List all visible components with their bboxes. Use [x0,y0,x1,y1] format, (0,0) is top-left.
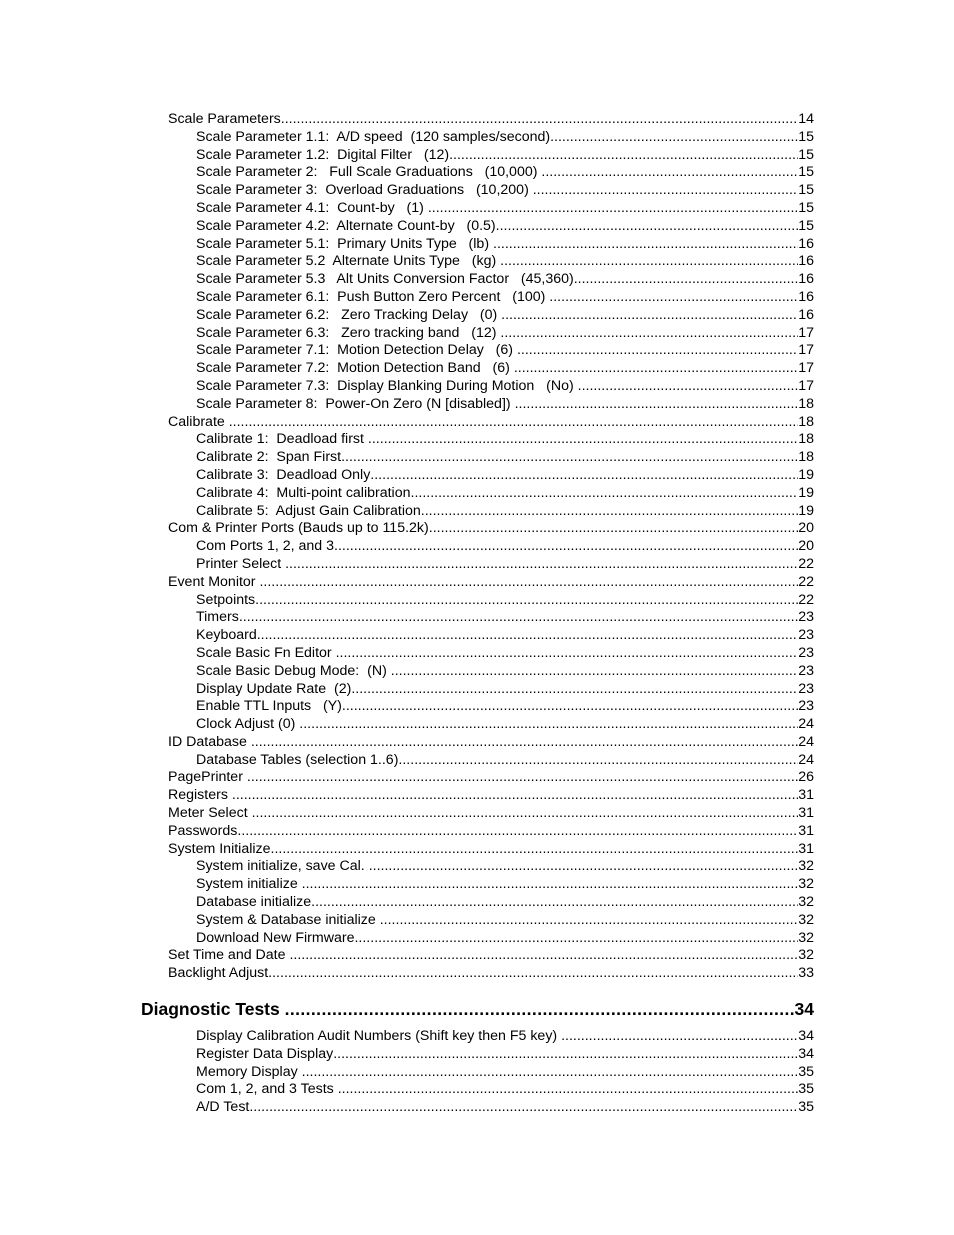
toc-entry-label: Calibrate 4: Multi-point calibration. [196,484,415,501]
toc-page-number: 23 [798,698,814,715]
toc-page-number: 33 [798,965,814,982]
toc-entry-label: Registers [168,787,232,804]
toc-entry-label: ID Database [168,733,251,750]
toc-entry[interactable] [168,947,814,965]
toc-entry-label: Set Time and Date [168,947,290,964]
toc-page-number: 32 [798,858,814,875]
toc-page-number: 22 [798,573,814,590]
toc-dot-leader [281,111,798,129]
toc-page-number: 15 [798,217,814,234]
toc-page-number: 18 [798,431,814,448]
toc-page-number: 31 [798,805,814,822]
toc-entry[interactable] [196,325,814,343]
toc-dot-leader [285,556,798,574]
toc-dot-leader [252,805,799,823]
toc-dot-leader [302,876,799,894]
toc-entry[interactable] [196,182,814,200]
toc-entry-label: Scale Basic Fn Editor [196,644,336,661]
toc-dot-leader [239,609,798,627]
toc-entry-label: Keyboard [196,627,257,644]
toc-dot-leader [289,947,798,965]
toc-dot-leader [391,663,798,681]
toc-entry-label: Scale Parameter 5.1: Primary Units Type (lb) [196,235,493,252]
toc-dot-leader [255,592,798,610]
toc-dot-leader [429,520,798,538]
toc-entry[interactable] [196,1099,814,1117]
toc-page-number: 15 [798,128,814,145]
toc-entry[interactable] [196,1081,814,1099]
toc-page-number: 23 [798,680,814,697]
toc-page-number: 18 [798,395,814,412]
toc-dot-leader [515,396,799,414]
toc-page-number: 26 [798,769,814,786]
toc-dot-leader [500,325,798,343]
toc-page-number: 34 [798,1028,814,1045]
toc-dot-leader [428,200,798,218]
toc-entry-label: Download New Firmware [196,929,355,946]
toc-entry[interactable] [196,467,814,485]
toc-dot-leader [500,253,798,271]
toc-page-number: 24 [798,733,814,750]
toc-entry[interactable] [168,734,814,752]
toc-entry-label: Register Data Display [196,1045,334,1062]
toc-dot-leader [336,645,799,663]
toc-page-number: 16 [798,271,814,288]
toc-dot-leader [285,999,795,1019]
toc-dot-leader [578,378,799,396]
toc-dot-leader [501,307,798,325]
toc-entry-label: Scale Parameter 6.2: Zero Tracking Delay (0) [196,306,502,323]
toc-entry-label: System Initialize [168,840,271,857]
toc-entry-label: Com & Printer Ports (Bauds up to 115.2k) [168,520,429,537]
toc-entry[interactable] [196,663,814,681]
toc-entry[interactable] [196,431,814,449]
toc-entry[interactable] [196,449,814,467]
toc-dot-leader [268,965,798,983]
toc-entry[interactable] [196,485,814,503]
toc-entry[interactable] [196,627,814,645]
toc-page-number: 35 [798,1081,814,1098]
toc-page-number: 16 [798,253,814,270]
toc-dot-leader [232,787,798,805]
toc-entry-label: Scale Parameter 7.1: Motion Detection Delay (6) [196,342,517,359]
toc-page-number: 23 [798,662,814,679]
toc-entry-label: System initialize, save Cal. [196,858,369,875]
toc-dot-leader [421,503,798,521]
toc-entry-label: Timers [196,609,239,626]
toc-entry-label: Display Update Rate (2) [196,680,352,697]
toc-page-number: 31 [798,840,814,857]
toc-entry-label: Scale Parameter 1.2: Digital Filter (12) [196,146,450,163]
toc-entry[interactable] [168,574,814,592]
toc-page-number: 34 [794,999,814,1020]
toc-dot-leader [342,698,798,716]
toc-dot-leader [237,823,798,841]
toc-dot-leader [561,1028,798,1046]
toc-dot-leader [449,147,798,165]
toc-page-number: 23 [798,644,814,661]
toc-dot-leader [351,681,798,699]
toc-page-number: 17 [798,324,814,341]
toc-dot-leader [541,164,798,182]
toc-entry[interactable] [196,698,814,716]
toc-entry[interactable] [196,716,814,734]
toc-entry-label: Scale Parameter 4.2: Alternate Count-by (0.5) [196,217,496,234]
toc-entry-label: Database initialize [196,894,312,911]
toc-page-number: 32 [798,894,814,911]
toc-page-number: 32 [798,876,814,893]
toc-entry-label: Com 1, 2, and 3 Tests [196,1081,338,1098]
toc-dot-leader [257,627,798,645]
toc-entry-label: Scale Parameter 5.2 Alternate Units Type (kg) [196,253,501,270]
toc-entry[interactable] [168,520,814,538]
toc-entry[interactable] [196,271,814,289]
toc-page-number: 15 [798,146,814,163]
toc-entry-label: Calibrate 3: Deadload Only [196,466,371,483]
toc-entry-label: Event Monitor [168,573,260,590]
toc-entry[interactable] [168,769,814,787]
toc-entry[interactable] [196,147,814,165]
toc-page-number: 31 [798,822,814,839]
table-of-contents [0,111,954,1117]
toc-entry[interactable] [168,805,814,823]
toc-entry[interactable] [196,129,814,147]
toc-page-number: 35 [798,1099,814,1116]
toc-entry[interactable] [196,360,814,378]
toc-dot-leader [334,538,798,556]
toc-entry-label: Scale Parameter 6.1: Push Button Zero Percent (100) [196,288,550,305]
toc-entry[interactable] [196,164,814,182]
toc-page-number: 35 [798,1063,814,1080]
toc-entry[interactable] [196,378,814,396]
toc-entry-label: Display Calibration Audit Numbers (Shift key then F5 key) [196,1028,562,1045]
toc-page-number: 32 [798,929,814,946]
toc-page-number: 19 [798,484,814,501]
toc-entry-label: Printer Select [196,555,286,572]
toc-page-number: 23 [798,609,814,626]
toc-dot-leader [414,485,798,503]
toc-entry[interactable] [196,592,814,610]
toc-entry[interactable] [196,236,814,254]
toc-page-number: 34 [798,1045,814,1062]
toc-dot-leader [354,930,798,948]
toc-page-number: 20 [798,520,814,537]
toc-dot-leader [333,1046,798,1064]
toc-entry[interactable] [196,894,814,912]
toc-page-number: 24 [798,716,814,733]
toc-page-number: 22 [798,591,814,608]
toc-entry-label: System initialize [196,876,302,893]
toc-entry[interactable] [196,200,814,218]
toc-entry[interactable] [196,752,814,770]
toc-entry-label: Enable TTL Inputs (Y) [196,698,342,715]
toc-dot-leader [338,1081,799,1099]
toc-entry[interactable] [196,218,814,236]
toc-entry-label: Scale Basic Debug Mode: (N) [196,662,391,679]
toc-dot-leader [517,342,798,360]
toc-entry[interactable] [168,965,814,983]
toc-entry[interactable] [196,645,814,663]
toc-dot-leader [514,360,798,378]
toc-entry-label: A/D Test [196,1099,250,1116]
toc-entry[interactable] [196,912,814,930]
toc-dot-leader [550,129,798,147]
toc-entry[interactable] [168,823,814,841]
toc-entry[interactable] [196,289,814,307]
toc-entry-label: Calibrate [168,413,229,430]
toc-entry-label: Scale Parameters [168,111,281,127]
toc-dot-leader [496,218,799,236]
toc-page-number: 31 [798,787,814,804]
toc-page-number: 15 [798,182,814,199]
toc-page-number: 24 [798,751,814,768]
toc-entry[interactable] [168,414,814,432]
toc-entry-label: Scale Parameter 3: Overload Graduations (10,200) [196,182,533,199]
toc-entry[interactable] [196,858,814,876]
toc-entry-label: Scale Parameter 7.2: Motion Detection Band (6) [196,360,514,377]
toc-entry[interactable] [168,841,814,859]
toc-page-number: 19 [798,502,814,519]
toc-entry[interactable] [168,111,814,129]
toc-dot-leader [259,574,798,592]
toc-entry[interactable] [196,1028,814,1046]
toc-page-number: 14 [798,111,814,127]
toc-page-number: 20 [798,538,814,555]
toc-entry[interactable] [196,342,814,360]
toc-dot-leader [311,894,798,912]
toc-entry-label: Backlight Adjust [168,965,269,982]
toc-page-number: 32 [798,911,814,928]
toc-dot-leader [369,858,799,876]
toc-dot-leader [549,289,798,307]
toc-entry[interactable] [196,396,814,414]
toc-page-number: 19 [798,466,814,483]
toc-entry[interactable] [196,307,814,325]
toc-page-number: 32 [798,947,814,964]
toc-entry-label: Meter Select [168,805,252,822]
toc-entry-label: Memory Display [196,1063,302,1080]
toc-dot-leader [341,449,798,467]
toc-dot-leader [249,1099,798,1117]
toc-entry-label: Calibrate 5: Adjust Gain Calibration [196,502,421,519]
toc-entry-label: PagePrinter [168,769,247,786]
toc-dot-leader [574,271,799,289]
toc-entry-label: Scale Parameter 8: Power-On Zero (N [disabled]) [196,395,515,412]
toc-entry-label: System & Database initialize [196,911,380,928]
toc-entry-label: Calibrate 2: Span First [196,449,342,466]
toc-dot-leader [368,431,798,449]
toc-entry-label: Passwords [168,822,238,839]
toc-entry[interactable] [168,787,814,805]
toc-page-number: 17 [798,342,814,359]
toc-entry-label: Calibrate 1: Deadload first [196,431,368,448]
toc-entry-label: Scale Parameter 6.3: Zero tracking band (12) [196,324,501,341]
toc-entry[interactable] [196,503,814,521]
toc-page-number: 15 [798,164,814,181]
toc-page-number: 17 [798,377,814,394]
toc-entry-label: Scale Parameter 2: Full Scale Graduations (10,000) [196,164,542,181]
toc-dot-leader [493,236,798,254]
toc-entry[interactable] [196,609,814,627]
toc-entry[interactable] [196,930,814,948]
toc-page-number: 15 [798,199,814,216]
toc-page-number: 18 [798,413,814,430]
toc-dot-leader [299,716,798,734]
toc-entry-label: Setpoints [196,591,256,608]
toc-page-number: 22 [798,555,814,572]
toc-dot-leader [380,912,798,930]
toc-dot-leader [251,734,798,752]
toc-dot-leader [370,467,798,485]
toc-entry-label: Scale Parameter 1.1: A/D speed (120 samples/second) [196,128,551,145]
toc-dot-leader [398,752,798,770]
toc-entry[interactable] [196,538,814,556]
toc-entry-label: Scale Parameter 5.3 Alt Units Conversion Factor (45,360) [196,271,574,288]
toc-dot-leader [533,182,798,200]
toc-section-heading[interactable] [141,999,814,1019]
toc-page-number: 16 [798,306,814,323]
toc-entry-label: Clock Adjust (0) [196,716,300,733]
toc-page-number: 18 [798,449,814,466]
toc-page-number: 17 [798,360,814,377]
toc-page-number: 16 [798,235,814,252]
toc-page-number: 23 [798,627,814,644]
toc-dot-leader [271,841,799,859]
toc-page-number: 16 [798,288,814,305]
toc-entry[interactable] [196,1046,814,1064]
toc-entry-label: Com Ports 1, 2, and 3 [196,538,335,555]
toc-entry[interactable] [196,556,814,574]
toc-entry[interactable] [196,681,814,699]
toc-entry[interactable] [196,253,814,271]
toc-entry[interactable] [196,876,814,894]
toc-dot-leader [302,1064,799,1082]
toc-entry-label: Scale Parameter 7.3: Display Blanking During Motion (No) [196,377,578,394]
toc-entry-label: Database Tables (selection 1..6) [196,751,399,768]
toc-entry-label: Scale Parameter 4.1: Count-by (1) [196,199,428,216]
toc-dot-leader [229,414,798,432]
toc-entry-label: Diagnostic Tests [141,999,285,1020]
toc-dot-leader [247,769,798,787]
toc-entry[interactable] [196,1064,814,1082]
